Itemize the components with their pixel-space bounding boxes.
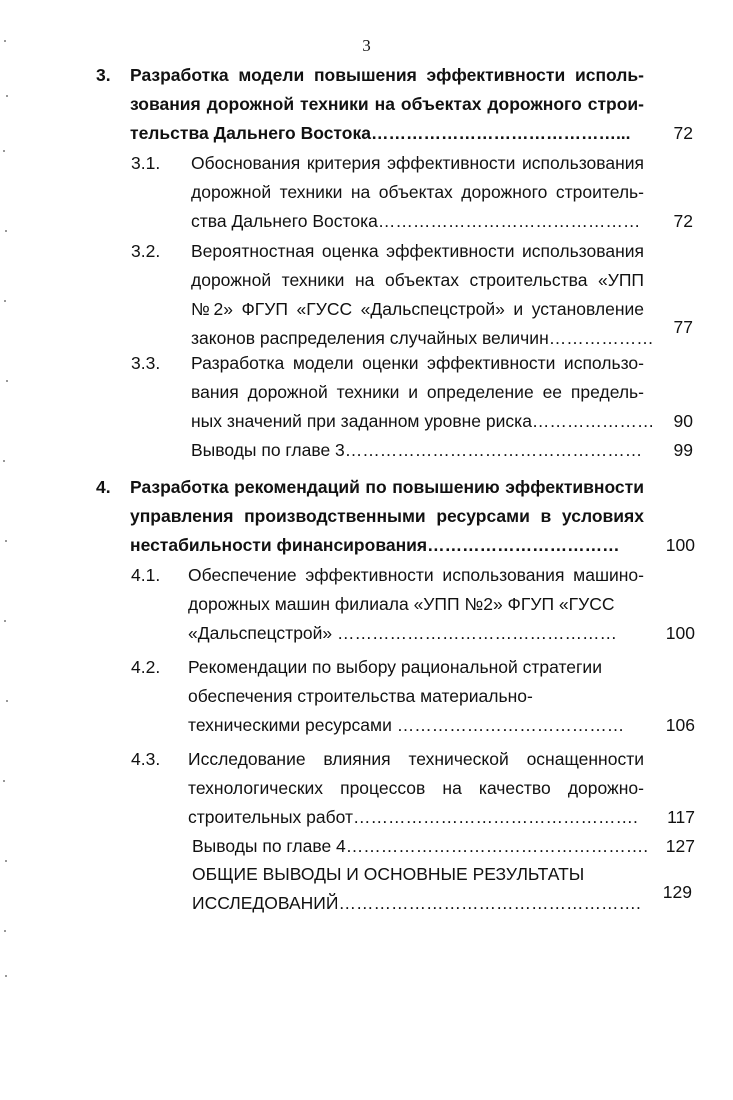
page-ref: 129 <box>662 882 692 902</box>
chapter-title-line: Разработка рекомендаций по повышению эффективности <box>130 477 644 497</box>
conclusions-title: Выводы по главе 3…………………………………………… <box>191 440 643 460</box>
section-number: 3.2. <box>131 241 161 261</box>
section-title-line: строительных работ…………………………………………. <box>188 807 638 827</box>
section-title-line: Разработка модели оценки эффективности использо- <box>191 353 644 373</box>
section-number: 3.1. <box>131 153 161 173</box>
section-number: 4.1. <box>131 565 161 585</box>
general-conclusions-title-line: ИССЛЕДОВАНИЙ……………………………………………. <box>192 893 641 913</box>
section-number: 4.3. <box>131 749 161 769</box>
chapter-title-line: тельства Дальнего Востока……………………………………... <box>130 123 631 143</box>
chapter-number: 3. <box>96 65 111 85</box>
page-ref: 117 <box>667 807 695 827</box>
page-ref: 127 <box>665 836 695 856</box>
section-title-line: ства Дальнего Востока……………………………………… <box>191 211 641 231</box>
section-title-line: Обоснования критерия эффективности использования <box>191 153 644 173</box>
section-title-line: «Дальспецстрой» ………………………………………… <box>188 623 618 643</box>
general-conclusions-title-line: ОБЩИЕ ВЫВОДЫ И ОСНОВНЫЕ РЕЗУЛЬТАТЫ <box>192 864 585 884</box>
section-title-line: дорожной техники на объектах дорожного строитель- <box>191 182 644 202</box>
section-title-line: дорожных машин филиала «УПП №2» ФГУП «ГУСС <box>188 594 615 614</box>
section-title-line: ных значений при заданном уровне риска………………… <box>191 411 655 431</box>
page-ref: 106 <box>665 715 695 735</box>
scan-left-edge <box>0 0 14 1100</box>
page-ref: 77 <box>673 317 693 337</box>
page-ref: 100 <box>665 535 695 555</box>
section-title-line: Обеспечение эффективности использования машино- <box>188 565 644 585</box>
section-title-line: Рекомендации по выбору рациональной стратегии <box>188 657 602 677</box>
chapter-title-line: нестабильности финансирования…………………………… <box>130 535 620 555</box>
chapter-number: 4. <box>96 477 111 497</box>
section-title-line: №2» ФГУП «ГУСС «Дальспецстрой» и установление <box>191 299 644 319</box>
chapter-title-line: Разработка модели повышения эффективности исполь- <box>130 65 644 85</box>
chapter-title-line: зования дорожной техники на объектах дорожного строи- <box>130 94 644 114</box>
page-ref: 90 <box>673 411 693 431</box>
section-title-line: технологических процессов на качество дорожно- <box>188 778 644 798</box>
page-ref: 72 <box>673 211 693 231</box>
conclusions-title: Выводы по главе 4……………………………………………. <box>192 836 649 856</box>
section-title-line: техническими ресурсами ………………………………… <box>188 715 625 735</box>
section-title-line: дорожной техники на объектах строительства «УПП <box>191 270 644 290</box>
section-number: 4.2. <box>131 657 161 677</box>
section-title-line: Исследование влияния технической оснащенности <box>188 749 644 769</box>
page-ref: 100 <box>665 623 695 643</box>
section-title-line: вания дорожной техники и определение ее предель- <box>191 382 644 402</box>
section-number: 3.3. <box>131 353 161 373</box>
section-title-line: Вероятностная оценка эффективности использования <box>191 241 644 261</box>
chapter-title-line: управления производственными ресурсами в условиях <box>130 506 644 526</box>
page-number: 3 <box>362 36 371 55</box>
page-ref: 99 <box>673 440 693 460</box>
page-ref: 72 <box>673 123 693 143</box>
section-title-line: обеспечения строительства материально- <box>188 686 533 706</box>
section-title-line: законов распределения случайных величин……………… <box>191 328 654 348</box>
